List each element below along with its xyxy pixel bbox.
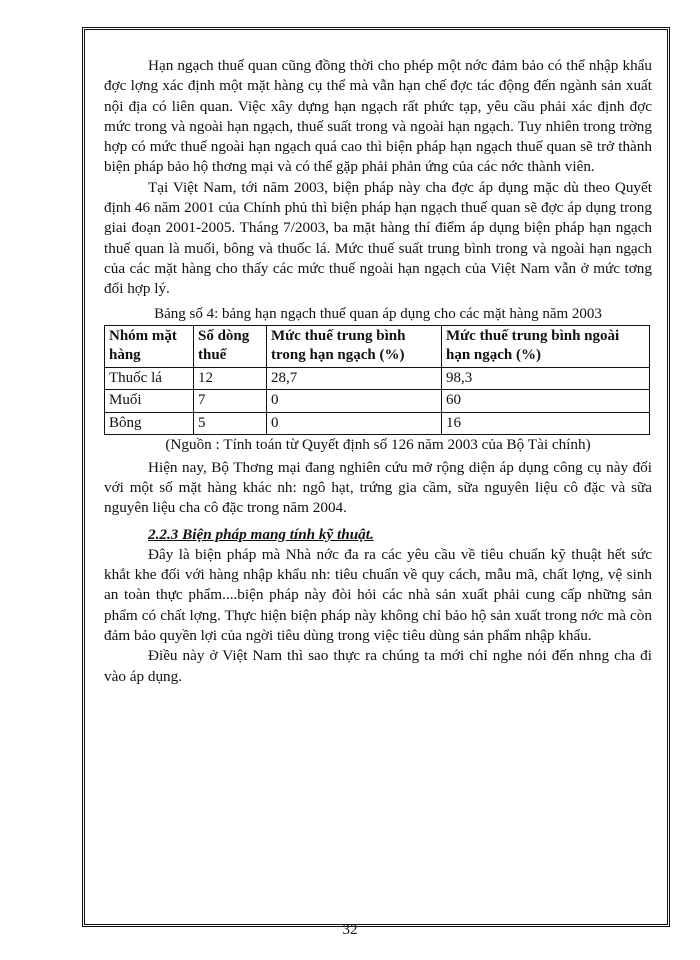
table-header-cell: Mức thuế trung bình ngoài hạn ngạch (%)	[442, 325, 650, 367]
table-header-cell: Mức thuế trung bình trong hạn ngạch (%)	[267, 325, 442, 367]
table-cell: 60	[442, 390, 650, 413]
table-cell: 98,3	[442, 367, 650, 390]
paragraph: Đây là biện pháp mà Nhà nớc đa ra các yêu cầu về tiêu chuẩn kỹ thuật hết sức khắt khe đối với hàng nhập khẩu nh: tiêu chuẩn về quy cách, mẫu mã, chất lợng, vệ sinh an toàn thực phẩm....biện pháp này đòi hỏi các nhà sản xuất phải cung cấp những sản phẩm có chất lợng. Thực hiện biện pháp này không chỉ bảo hộ sản xuất trong nớc mà còn đảm bảo quyền lợi của ngời tiêu dùng trong việc tiêu dùng sản phẩm nhập khẩu.	[104, 545, 652, 645]
table-cell: 16	[442, 412, 650, 435]
table-row	[105, 367, 650, 390]
paragraph: Hạn ngạch thuế quan cũng đồng thời cho phép một nớc đảm bảo có thể nhập khẩu đợc lợng xác định một mặt hàng cụ thể mà vẫn hạn chế đợc tác động đến ngành sản xuất nội địa có liên quan. Việc xây dựng hạn ngạch rất phức tạp, yêu cầu phải xác định đợc mức trong và ngoài hạn ngạch, thuế suất trong và ngoài hạn ngạch. Tuy nhiên trong trờng hợp có mức thuế ngoài hạn ngạch quá cao thì biện pháp hạn ngạch thuế quan sẽ trở thành biện pháp bảo hộ thơng mại và có thể gặp phải phản ứng của các nớc thành viên.	[104, 57, 652, 176]
table-cell: Bông	[105, 412, 194, 435]
page-content	[104, 56, 652, 687]
table-cell: 7	[194, 390, 267, 413]
table-cell: Muối	[105, 390, 194, 413]
table-cell: Thuốc lá	[105, 367, 194, 390]
table-cell: 28,7	[267, 367, 442, 390]
table-header-cell: Nhóm mặt hàng	[105, 325, 194, 367]
tariff-quota-table	[104, 325, 650, 436]
table-cell: 0	[267, 390, 442, 413]
section-heading: 2.2.3 Biện pháp mang tính kỹ thuật.	[148, 525, 374, 543]
table-row	[105, 390, 650, 413]
table-cell: 12	[194, 367, 267, 390]
table-header-cell: Số dòng thuế	[194, 325, 267, 367]
table-caption: Bảng số 4: bảng hạn ngạch thuế quan áp dụng cho các mặt hàng năm 2003	[154, 305, 602, 322]
paragraph: Điều này ở Việt Nam thì sao thực ra chúng ta mới chỉ nghe nói đến nhng cha đi vào áp dụng.	[104, 647, 652, 685]
table-source: (Nguồn : Tính toán từ Quyết định số 126 năm 2003 của Bộ Tài chính)	[165, 436, 591, 454]
table-row	[105, 412, 650, 435]
paragraph: Tại Việt Nam, tới năm 2003, biện pháp này cha đợc áp dụng mặc dù theo Quyết định 46 năm 2001 của Chính phủ thì biện pháp hạn ngạch thuế quan sẽ đợc áp dụng trong giai đoạn 2001-2005. Tháng 7/2003, ba mặt hàng thí điểm áp dụng biện pháp hạn ngạch thuế quan là muối, bông và thuốc lá. Mức thuế suất trung bình trong và ngoài hạn ngạch của các mặt hàng cho thấy các mức thuế ngoài hạn ngạch của Việt Nam vẫn ở mức tơng đối hợp lý.	[104, 178, 652, 298]
paragraph: Hiện nay, Bộ Thơng mại đang nghiên cứu mở rộng diện áp dụng công cụ này đối với một số mặt hàng khác nh: ngô hạt, trứng gia cầm, sữa nguyên liệu cô đặc và sữa nguyên liệu cha cô đặc trong năm 2004.	[104, 458, 652, 517]
table-cell: 5	[194, 412, 267, 435]
table-cell: 0	[267, 412, 442, 435]
table-header-row	[105, 325, 650, 367]
page-number: 32	[342, 922, 358, 938]
